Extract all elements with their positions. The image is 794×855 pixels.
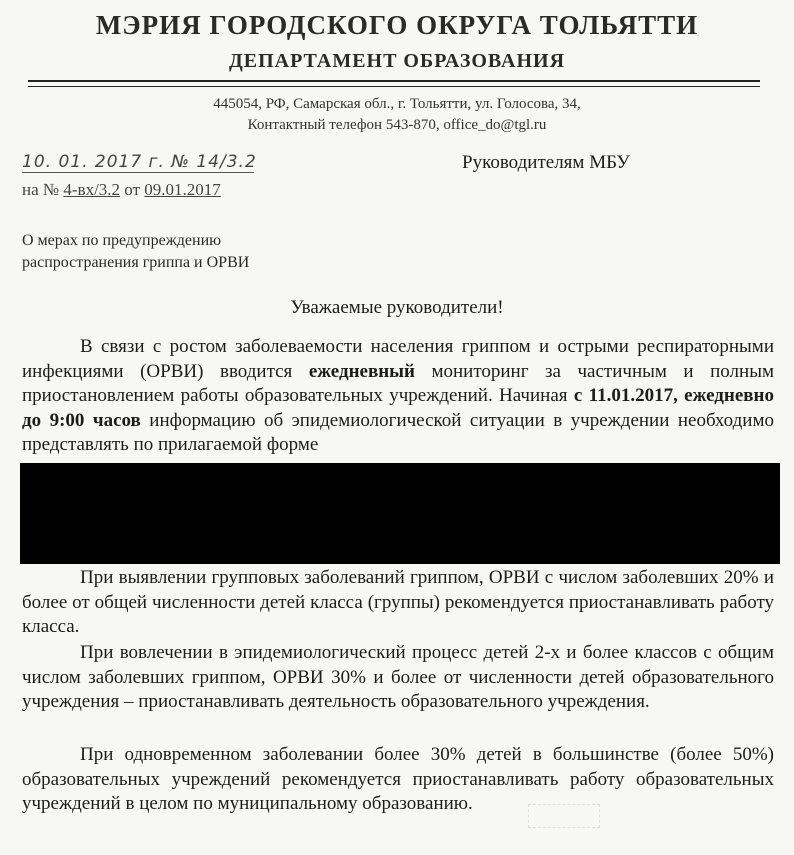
date-underline bbox=[22, 172, 254, 173]
paragraph-2: При выявлении групповых заболеваний гриппом, ОРВИ с числом заболевших 20% и более от общей численности детей класса (группы) рекомендуется приостанавливать работу класса. bbox=[22, 567, 774, 637]
header-rule-thin bbox=[28, 86, 760, 87]
greeting: Уважаемые руководители! bbox=[290, 297, 504, 318]
ref-date: 09.01.2017 bbox=[144, 180, 221, 199]
ref-number: 4-вх/3.2 bbox=[63, 180, 121, 199]
p1-text-a: В связи с ростом заболеваемости населения гриппом и острыми респираторными инфекциями (ОРВИ) вводится bbox=[22, 336, 774, 382]
address-line: 445054, РФ, Самарская обл., г. Тольятти, ул. Голосова, 34, bbox=[213, 96, 581, 112]
p1-bold-deadline: с 11.01.2017, ежедневно до 9:00 часов bbox=[22, 385, 775, 431]
contact-line: Контактный телефон 543-870, office_do@tgl.ru bbox=[247, 117, 547, 133]
org-title: МЭРИЯ ГОРОДСКОГО ОКРУГА ТОЛЬЯТТИ bbox=[95, 10, 699, 40]
recipient: Руководителям МБУ bbox=[462, 152, 630, 173]
subject-line-2: распространения гриппа и ОРВИ bbox=[22, 254, 250, 271]
reference-line bbox=[22, 180, 221, 200]
ref-prefix: на № bbox=[22, 180, 60, 199]
paragraph-1 bbox=[22, 335, 774, 458]
paragraph-3: При вовлечении в эпидемиологический процесс детей 2-х и более классов с общим числом заболевших гриппом, ОРВИ 30% и более от численности детей образовательного учреждения – приостанавливать деятельность образовательного учреждения. bbox=[22, 642, 774, 712]
p1-text-c: мониторинг за частичным и полным приостановлением работы образовательных учреждений. Начиная bbox=[22, 360, 774, 406]
ref-mid: от bbox=[124, 180, 141, 199]
faint-stamp bbox=[528, 804, 600, 828]
header-rule-thick bbox=[28, 80, 760, 82]
redaction-block-top bbox=[232, 463, 780, 493]
p1-text-e: информацию об эпидемиологической ситуации в учреждении необходимо представлять по прилагаемой форме bbox=[22, 409, 774, 455]
handwritten-date-number: 10. 01. 2017 г. № 14/3.2 bbox=[22, 152, 257, 172]
dept-title: ДЕПАРТАМЕНТ ОБРАЗОВАНИЯ bbox=[228, 50, 566, 72]
paragraph-4: При одновременном заболевании более 30% детей в большинстве (более 50%) образовательных учреждений рекомендуется приостанавливать работу образовательных учреждений в целом по муниципальному образованию. bbox=[22, 744, 774, 814]
p1-bold-daily: ежедневный bbox=[308, 360, 415, 382]
subject-line-1: О мерах по предупреждению bbox=[22, 232, 222, 249]
